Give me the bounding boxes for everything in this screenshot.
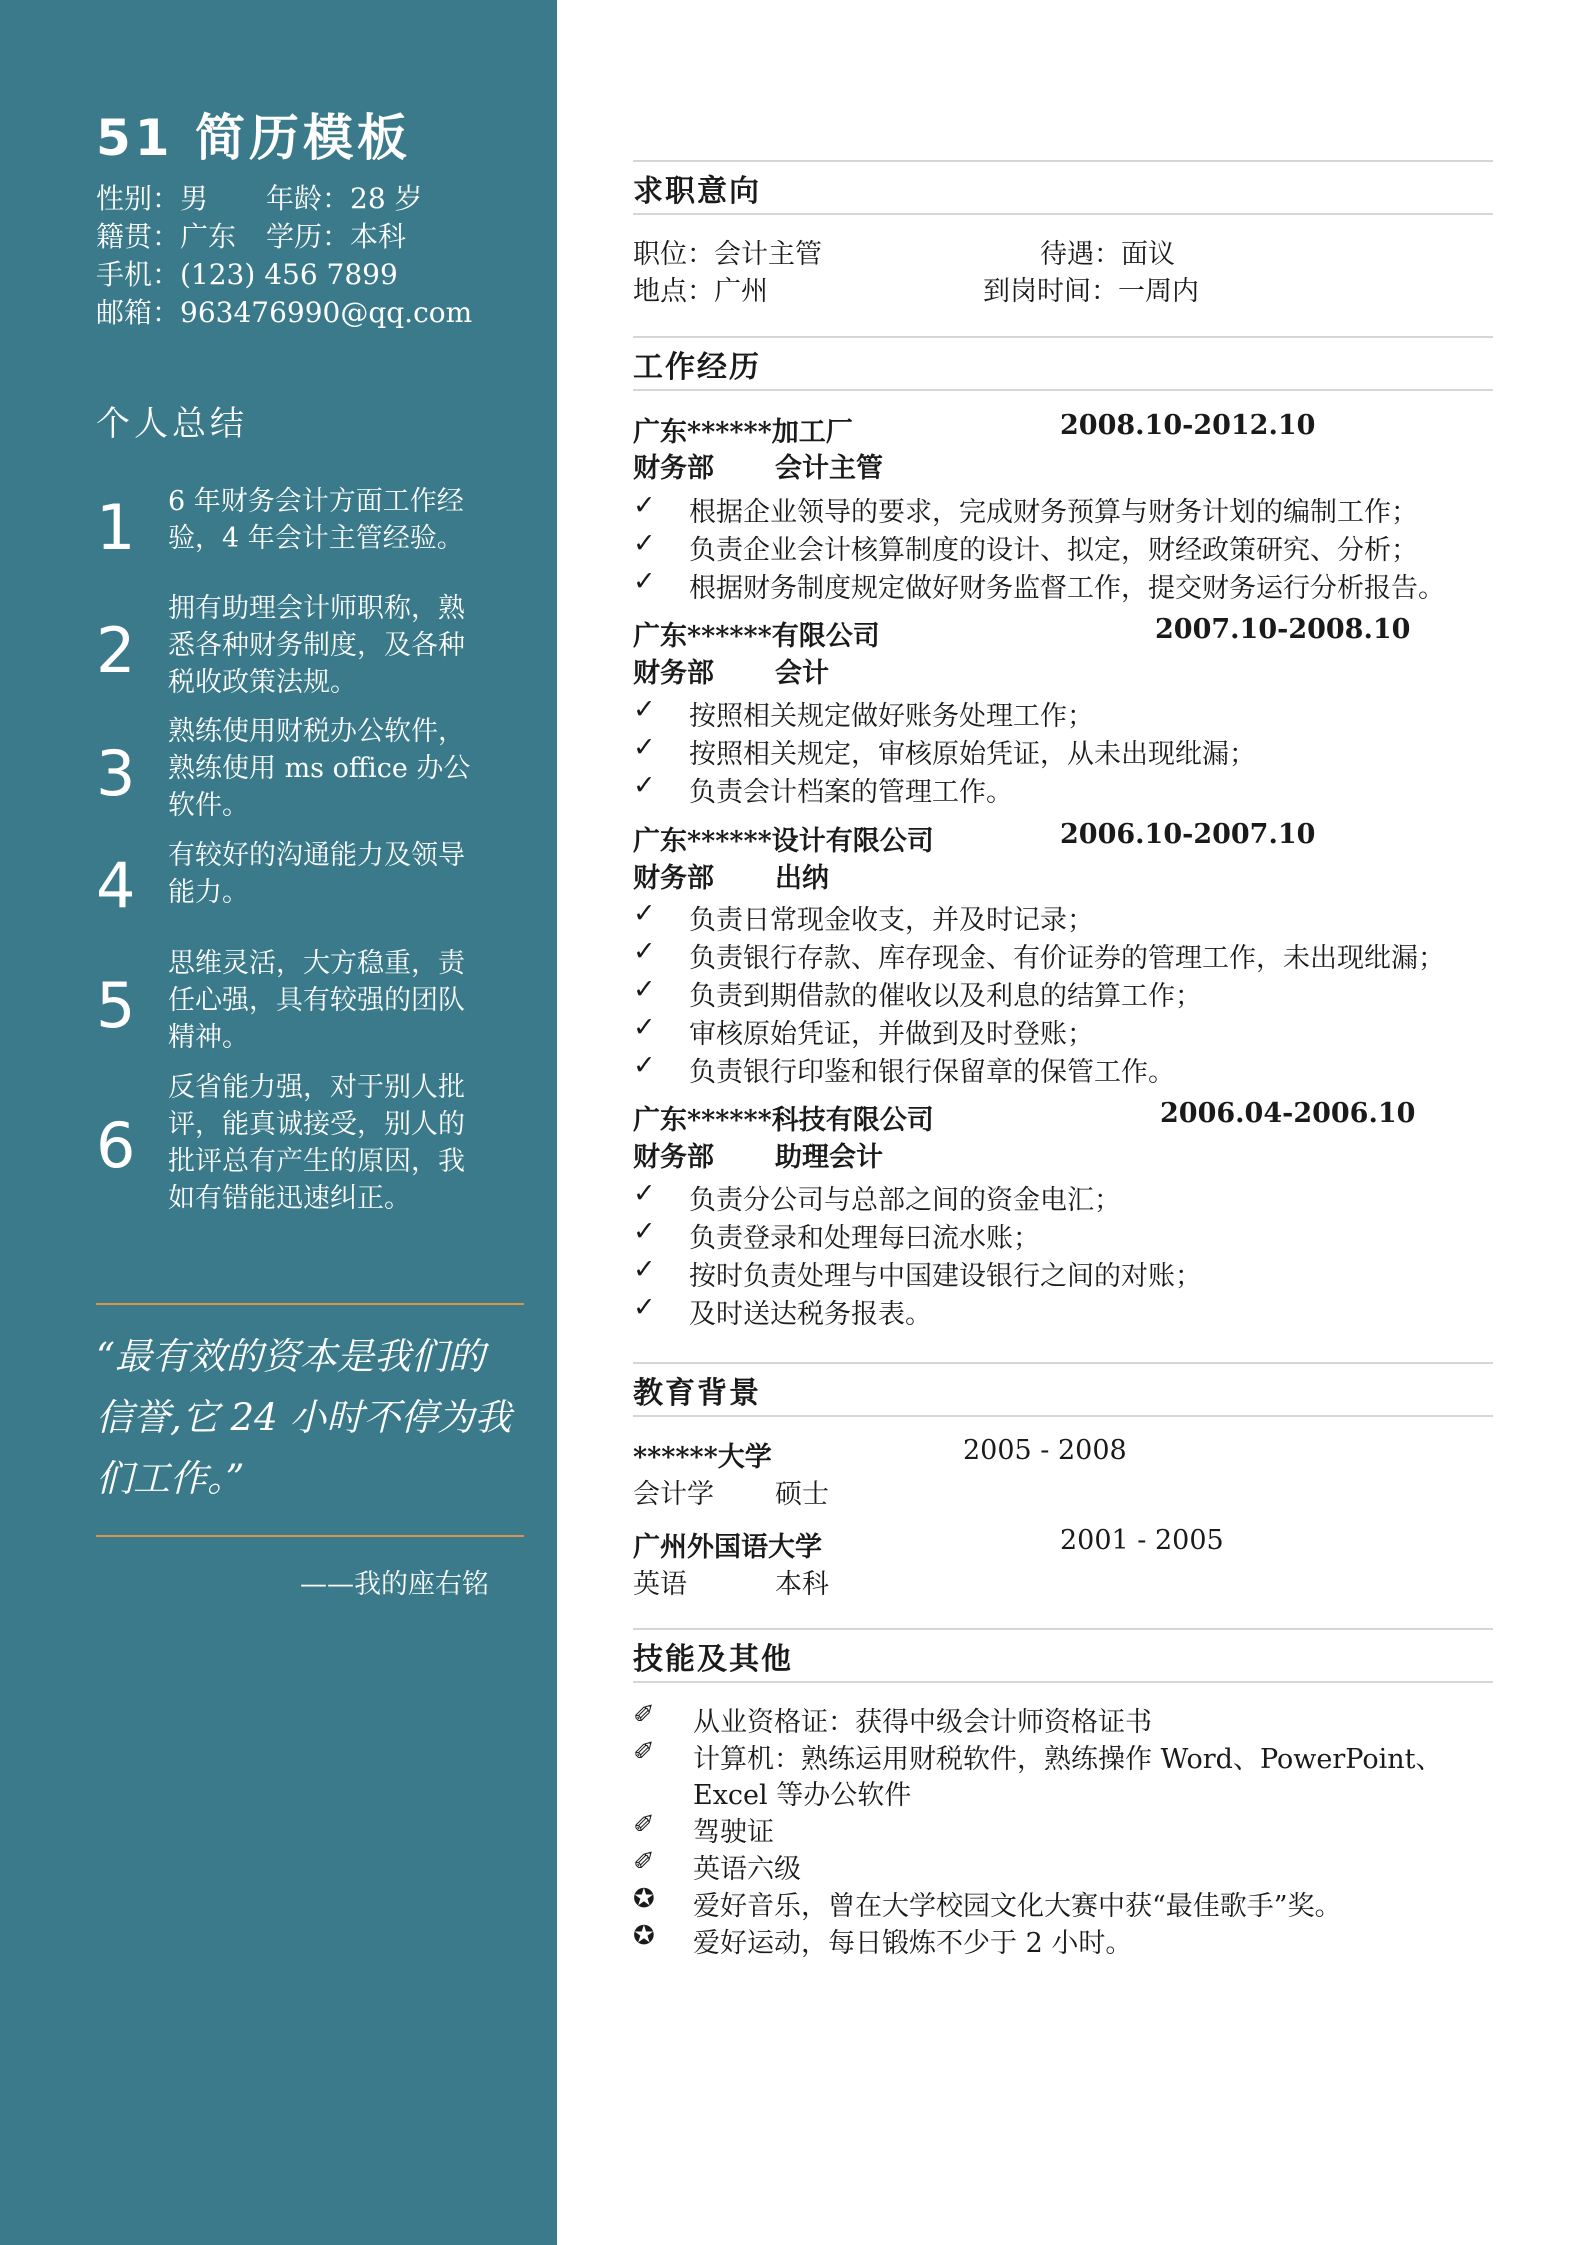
job-duty: 按照相关规定做好账务处理工作； (689, 701, 1094, 732)
summary-line: 精神。 (168, 1022, 249, 1053)
summary-number: 1 (96, 491, 136, 564)
section-rule (633, 336, 1493, 338)
summary-number: 4 (96, 849, 136, 922)
gender: 性别：男 (96, 182, 209, 215)
motto-attribution: ——我的座右铭 (300, 1569, 489, 1600)
resume-name: 51 简历模板 (96, 109, 411, 167)
check-icon: ✓ (633, 974, 656, 1005)
summary-line: 熟练使用财税办公软件， (168, 716, 465, 747)
job-period: 2007.10-2008.10 (1155, 614, 1411, 645)
skill-item-continued: Excel 等办公软件 (693, 1780, 912, 1811)
summary-text (168, 590, 498, 701)
check-icon: ✓ (633, 1292, 656, 1323)
job-duty: 负责分公司与总部之间的资金电汇； (689, 1185, 1121, 1216)
section-rule (633, 1681, 1493, 1683)
job-arrival-time: 到岗时间：一周内 (983, 276, 1199, 307)
job-company: 广东******设计有限公司 (633, 826, 934, 857)
check-icon: ✓ (633, 1050, 656, 1081)
school-major: 英语 (633, 1569, 687, 1600)
job-position: 职位：会计主管 (633, 239, 822, 270)
job-role: 助理会计 (775, 1142, 883, 1173)
job-role: 会计 (775, 658, 829, 689)
summary-number: 3 (96, 737, 136, 810)
job-duty: 负责企业会计核算制度的设计、拟定，财经政策研究、分析； (689, 535, 1418, 566)
summary-line: 能力。 (168, 877, 249, 908)
phone: 手机：(123) 456 7899 (96, 258, 398, 291)
check-icon: ✓ (633, 1254, 656, 1285)
section-rule (633, 1415, 1493, 1417)
job-duty: 负责到期借款的催收以及利息的结算工作； (689, 981, 1202, 1012)
job-company: 广东******科技有限公司 (633, 1105, 934, 1136)
summary-line: 6 年财务会计方面工作经 (168, 486, 464, 517)
school-major: 会计学 (633, 1479, 714, 1510)
skill-item: 计算机：熟练运用财税软件，熟练操作 Word、PowerPoint、 (693, 1744, 1443, 1775)
info-row-origin-degree (96, 218, 472, 256)
job-duty: 负责日常现金收支，并及时记录； (689, 905, 1094, 936)
job-duty: 及时送达税务报表。 (689, 1299, 932, 1330)
school-degree: 硕士 (775, 1479, 829, 1510)
job-location: 地点：广州 (633, 276, 768, 307)
pen-icon: ✐ (633, 1700, 655, 1730)
summary-title: 个人总结 (96, 404, 248, 444)
school-period: 2005 - 2008 (963, 1435, 1127, 1466)
summary-line: 反省能力强，对于别人批 (168, 1072, 465, 1103)
sidebar (0, 0, 557, 2245)
quote-bottom-divider (96, 1535, 524, 1537)
quote-line: 信誉,它 24 小时不停为我 (96, 1396, 512, 1439)
section-title-education: 教育背景 (633, 1376, 761, 1411)
job-dept: 财务部 (633, 453, 714, 484)
email: 邮箱：963476990@qq.com (96, 296, 473, 329)
skill-item: 从业资格证：获得中级会计师资格证书 (693, 1707, 1152, 1738)
job-dept: 财务部 (633, 1142, 714, 1173)
section-rule (633, 1362, 1493, 1364)
section-title-job-intent: 求职意向 (633, 174, 761, 209)
section-rule (633, 389, 1493, 391)
pen-icon: ✐ (633, 1737, 655, 1767)
pen-icon: ✐ (633, 1847, 655, 1877)
job-duty: 审核原始凭证，并做到及时登账； (689, 1019, 1094, 1050)
info-row-phone (96, 256, 472, 294)
job-duty: 根据财务制度规定做好财务监督工作，提交财务运行分析报告。 (689, 573, 1445, 604)
school-degree: 本科 (775, 1569, 829, 1600)
info-row-email (96, 294, 472, 332)
summary-line: 软件。 (168, 790, 249, 821)
summary-text (168, 837, 498, 911)
personal-info (96, 180, 472, 332)
job-duty: 按照相关规定，审核原始凭证，从未出现纰漏； (689, 739, 1256, 770)
check-icon: ✓ (633, 566, 656, 597)
job-dept: 财务部 (633, 863, 714, 894)
check-icon: ✓ (633, 770, 656, 801)
check-icon: ✓ (633, 490, 656, 521)
pen-icon: ✐ (633, 1810, 655, 1840)
native-place: 籍贯：广东 (96, 220, 237, 253)
skill-item: 驾驶证 (693, 1817, 774, 1848)
summary-text (168, 483, 498, 557)
check-icon: ✓ (633, 936, 656, 967)
age: 年龄：28 岁 (266, 182, 423, 215)
summary-text (168, 713, 498, 824)
job-duty: 根据企业领导的要求，完成财务预算与财务计划的编制工作； (689, 497, 1418, 528)
check-icon: ✓ (633, 1178, 656, 1209)
section-rule (633, 213, 1493, 215)
summary-line: 拥有助理会计师职称，熟 (168, 593, 465, 624)
job-duty: 负责银行存款、库存现金、有价证券的管理工作，未出现纰漏； (689, 943, 1445, 974)
skill-item: 爱好运动，每日锻炼不少于 2 小时。 (693, 1928, 1133, 1959)
quote-line: 们工作。” (96, 1457, 245, 1500)
quote-line: “最有效的资本是我们的 (96, 1335, 485, 1378)
job-role: 出纳 (775, 863, 829, 894)
section-title-skills: 技能及其他 (633, 1642, 793, 1677)
section-rule (633, 160, 1493, 162)
section-title-work: 工作经历 (633, 350, 761, 385)
job-company: 广东******有限公司 (633, 621, 880, 652)
quote-top-divider (96, 1303, 524, 1305)
summary-number: 6 (96, 1109, 136, 1182)
check-icon: ✓ (633, 732, 656, 763)
job-salary: 待遇：面议 (1040, 239, 1175, 270)
education-level: 学历：本科 (266, 220, 407, 253)
summary-line: 任心强，具有较强的团队 (168, 985, 465, 1016)
summary-line: 验，4 年会计主管经验。 (168, 523, 464, 554)
summary-line: 评，能真诚接受，别人的 (168, 1109, 465, 1140)
school-period: 2001 - 2005 (1060, 1525, 1224, 1556)
summary-line: 熟练使用 ms office 办公 (168, 753, 471, 784)
job-duty: 负责银行印鉴和银行保留章的保管工作。 (689, 1057, 1175, 1088)
check-icon: ✓ (633, 528, 656, 559)
summary-line: 批评总有产生的原因，我 (168, 1146, 465, 1177)
star-icon: ✪ (633, 1921, 655, 1951)
summary-text (168, 945, 498, 1056)
skill-item: 爱好音乐，曾在大学校园文化大赛中获“最佳歌手”奖。 (693, 1891, 1342, 1922)
check-icon: ✓ (633, 1216, 656, 1247)
job-duty: 负责会计档案的管理工作。 (689, 777, 1013, 808)
check-icon: ✓ (633, 694, 656, 725)
job-dept: 财务部 (633, 658, 714, 689)
job-period: 2008.10-2012.10 (1060, 410, 1316, 441)
job-role: 会计主管 (775, 453, 883, 484)
check-icon: ✓ (633, 1012, 656, 1043)
info-row-gender-age (96, 180, 472, 218)
star-icon: ✪ (633, 1884, 655, 1914)
summary-line: 思维灵活，大方稳重，责 (168, 948, 465, 979)
summary-number: 2 (96, 614, 136, 687)
motto-quote (96, 1326, 526, 1509)
section-rule (633, 1628, 1493, 1630)
summary-number: 5 (96, 969, 136, 1042)
skill-item: 英语六级 (693, 1854, 801, 1885)
summary-text (168, 1069, 498, 1217)
school-name: ******大学 (633, 1442, 772, 1473)
job-duty: 按时负责处理与中国建设银行之间的对账； (689, 1261, 1202, 1292)
summary-line: 有较好的沟通能力及领导 (168, 840, 465, 871)
school-name: 广州外国语大学 (633, 1532, 822, 1563)
summary-line: 悉各种财务制度，及各种 (168, 630, 465, 661)
summary-line: 税收政策法规。 (168, 667, 357, 698)
check-icon: ✓ (633, 898, 656, 929)
job-period: 2006.04-2006.10 (1160, 1098, 1416, 1129)
job-period: 2006.10-2007.10 (1060, 819, 1316, 850)
summary-line: 如有错能迅速纠正。 (168, 1183, 411, 1214)
job-duty: 负责登录和处理每曰流水账； (689, 1223, 1040, 1254)
job-company: 广东******加工厂 (633, 417, 853, 448)
